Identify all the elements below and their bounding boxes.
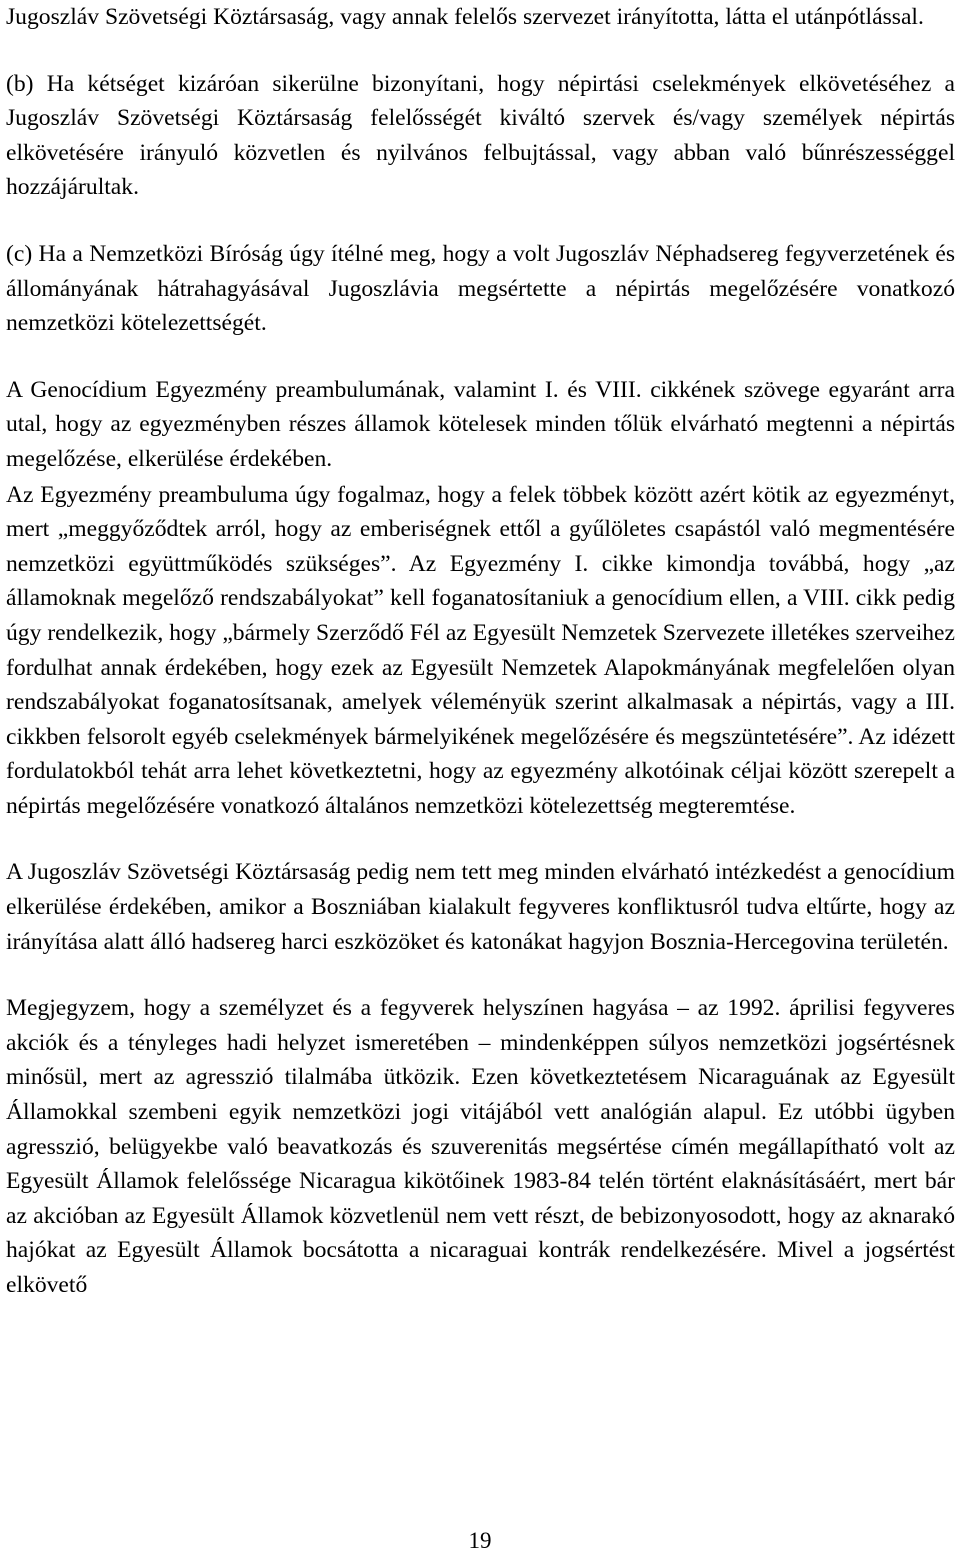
paragraph-continuation: Jugoszláv Szövetségi Köztársaság, vagy annak felelős szervezet irányította, látta el utánpótlással. — [6, 4, 924, 30]
paragraph-yugoslav-republic: A Jugoszláv Szövetségi Köztársaság pedig nem tett meg minden elvárható intézkedést a genocídium elkerülése érdekében, amikor a Boszniában kialakult fegyveres konfliktusról tudva eltűrte, hogy az irányítása alatt álló hadsereg harci eszközöket és katonákat hagyjon Bosznia-Hercegovina területén. — [6, 859, 955, 955]
paragraph-genocide-convention: A Genocídium Egyezmény preambulumának, valamint I. és VIII. cikkének szövege egyaránt arra utal, hogy az egyezményben részes államok kötelesek minden tőlük elvárható megtenni a népirtás megelőzése, elkerülése érdekében. — [6, 376, 955, 472]
paragraph-b: (b) Ha kétséget kizáróan sikerülne bizonyítani, hogy népirtási cselekmények elkövetéséhez a Jugoszláv Szövetségi Köztársaság felelősségét kiváltó szervek és/vagy személyek népirtás elkövetésére irányuló közvetlen és nyilvános felbujtással, vagy abban való bűnrészességgel hozzájárultak. — [6, 70, 955, 201]
paragraph-preamble: Az Egyezmény preambuluma úgy fogalmaz, hogy a felek többek között azért kötik az egyezményt, mert „meggyőződtek arról, hogy az emberiségnek ettől a gyűlöletes csapástól való megmentésére nemzetközi együttműködés szükséges”. Az Egyezmény I. cikke kimondja továbbá, hogy „az államoknak megelőző rendszabályokat” kell foganatosítaniuk a genocídium ellen, a VIII. cikk pedig úgy rendelkezik, hogy „bármely Szerződő Fél az Egyesült Nemzetek Szervezete illetékes szerveihez fordulhat annak érdekében, hogy ezek az Egyesült Nemzetek Alapokmányának megfelelően olyan rendszabályokat foganatosítsanak, amelyek véleményük szerint alkalmasak a népirtás, vagy a III. cikkben felsorolt egyéb cselekmények bármelyikének megelőzésére és megszüntetésére”. Az idézett fordulatokból tehát arra lehet következtetni, hogy az egyezmény alkotóinak céljai között szerepelt a népirtás megelőzésére vonatkozó általános nemzetközi kötelezettség megteremtése. — [6, 481, 955, 819]
paragraph-remark: Megjegyzem, hogy a személyzet és a fegyverek helyszínen hagyása – az 1992. áprilisi fegyveres akciók és a tényleges hadi helyzet ismeretében – mindenképpen súlyos nemzetközi jogsértésnek minősül, mert az agresszió tilalmába ütközik. Ezen következtetésem Nicaraguának az Egyesült Államokkal szembeni egyik nemzetközi jogi vitájából vett analógián alapul. Ez utóbbi ügyben agresszió, belügyekbe való beavatkozás és szuverenitás megsértése címén megállapítható volt az Egyesült Államok felelőssége Nicaragua kikötőinek 1983-84 telén történt elaknásításáért, mert bár az akcióban az Egyesült Államok közvetlenül nem vett részt, de bebizonyosodott, hogy az aknarakó hajókat az Egyesült Államok bocsátotta a nicaraguai kontrák rendelkezésére. Mivel a jogsértést elkövető — [6, 995, 955, 1298]
page-number: 19 — [468, 1528, 492, 1553]
paragraph-c: (c) Ha a Nemzetközi Bíróság úgy ítélné meg, hogy a volt Jugoszláv Néphadsereg fegyverzetének és állományának hátrahagyásával Jugoszlávia megsértette a népirtás megelőzésére vonatkozó nemzetközi kötelezettségét. — [6, 240, 955, 337]
